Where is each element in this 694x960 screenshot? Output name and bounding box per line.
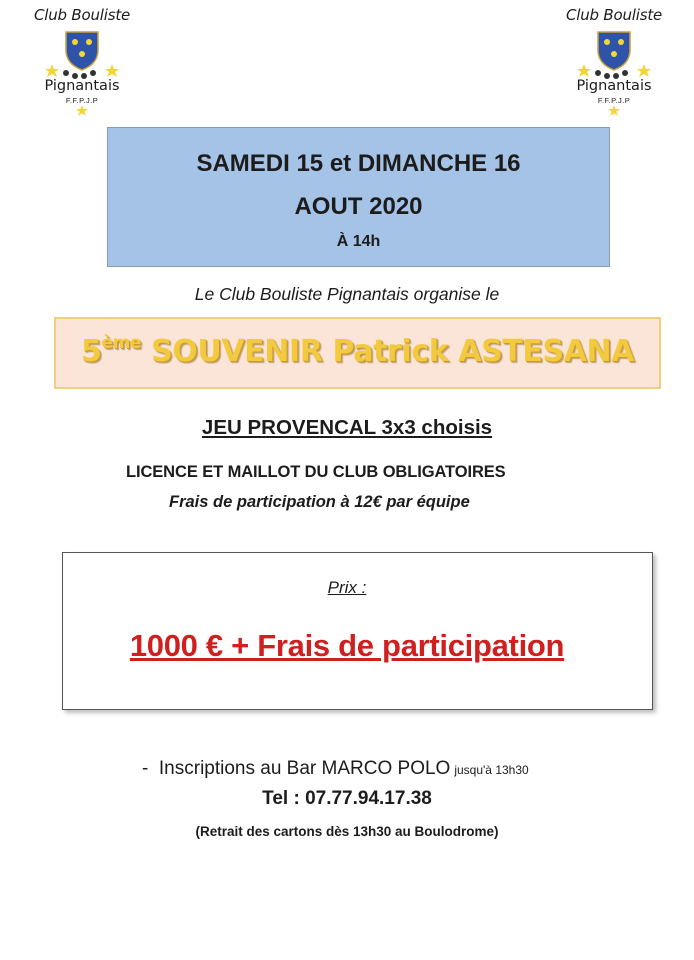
club-logo-left xyxy=(22,6,142,117)
star-icon xyxy=(608,105,620,117)
club-shield-icon xyxy=(42,28,122,80)
logo-federation: F.F.P.J.P xyxy=(597,96,631,105)
event-time: À 14h xyxy=(336,233,381,250)
souvenir-title xyxy=(56,333,659,369)
licence-requirement: LICENCE ET MAILLOT DU CLUB OBLIGATOIRES xyxy=(126,463,506,481)
event-month-year: AOUT 2020 xyxy=(294,193,423,220)
registration-bullet: - xyxy=(142,758,149,779)
event-dates: SAMEDI 15 et DIMANCHE 16 xyxy=(196,150,521,177)
game-title: JEU PROVENCAL 3x3 choisis xyxy=(201,416,493,439)
club-shield-icon xyxy=(574,28,654,80)
prize-amount: 1000 € + Frais de participation xyxy=(129,628,565,663)
souvenir-banner xyxy=(54,317,661,389)
prize-label: Prix : xyxy=(327,578,367,597)
card-pickup-note: (Retrait des cartons dès 13h30 au Boulodrome) xyxy=(195,824,499,839)
souvenir-ordinal: 5 xyxy=(80,334,102,369)
registration-text: Inscriptions au Bar MARCO POLO xyxy=(158,758,451,779)
club-logo-right xyxy=(554,6,674,117)
registration-line xyxy=(142,758,529,780)
logo-club-name: Club Bouliste xyxy=(565,6,663,24)
logo-federation: F.F.P.J.P xyxy=(65,96,99,105)
date-box xyxy=(107,127,610,267)
registration-deadline: jusqu'à 13h30 xyxy=(454,763,529,777)
star-icon xyxy=(76,105,88,117)
logo-town-name: Pignantais xyxy=(576,78,652,94)
phone-number: Tel : 07.77.94.17.38 xyxy=(262,788,432,809)
souvenir-title-text: SOUVENIR Patrick ASTESANA xyxy=(151,334,635,369)
participation-fee: Frais de participation à 12€ par équipe xyxy=(169,493,470,511)
logo-club-name: Club Bouliste xyxy=(33,6,131,24)
logo-town-name: Pignantais xyxy=(44,78,120,94)
organiser-text: Le Club Bouliste Pignantais organise le xyxy=(194,284,500,304)
souvenir-ordinal-suffix: ème xyxy=(101,333,142,353)
